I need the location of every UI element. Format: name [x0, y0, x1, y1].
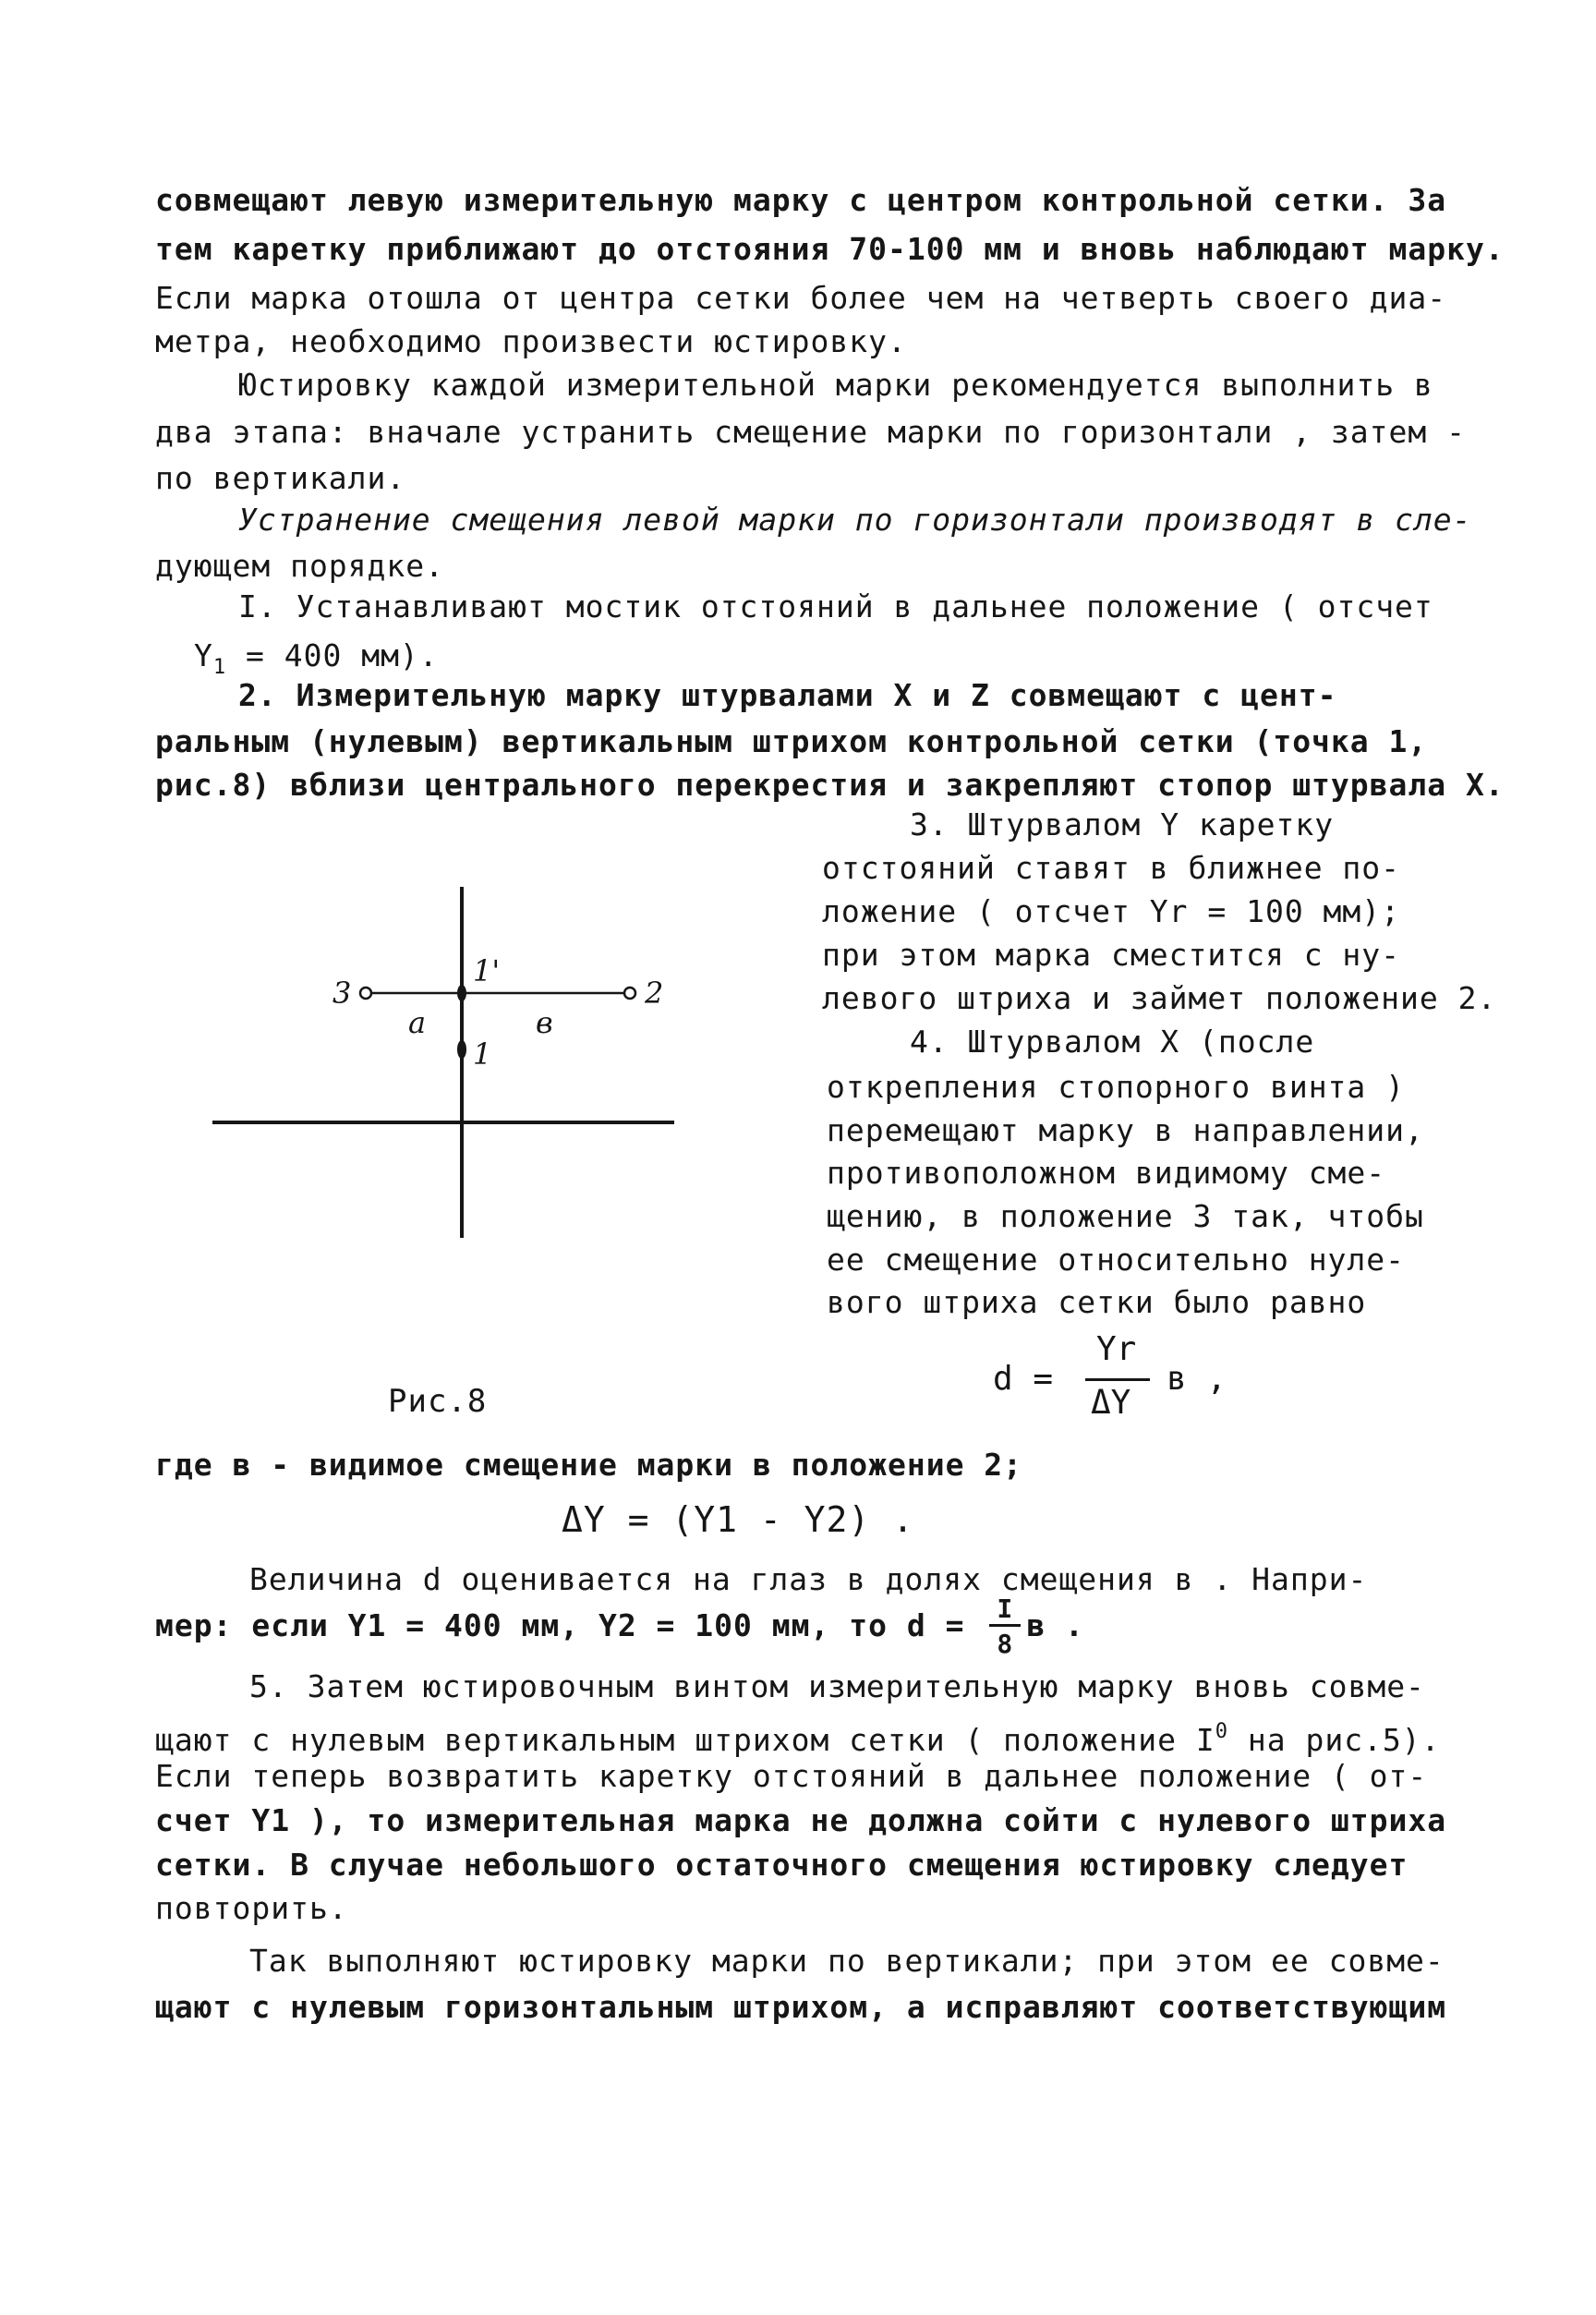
text-line: открепления стопорного винта ): [827, 1069, 1406, 1105]
figure-caption: Рис.8: [388, 1383, 488, 1420]
text-line: Величина d оценивается на глаз в долях смещения в . Напри-: [249, 1561, 1368, 1597]
superscript: 0: [1215, 1720, 1228, 1743]
label-1: 1: [473, 1036, 492, 1072]
label-3: 3: [332, 976, 352, 1011]
point-1-dot: [457, 1040, 466, 1059]
text-span: = 400 мм).: [226, 637, 439, 673]
label-1prime: 1': [473, 953, 501, 988]
text-line: при этом марка сместится с ну-: [822, 937, 1401, 973]
text-line: 3. Штурвалом Y каретку: [910, 806, 1335, 842]
text-line: щают с нулевым горизонтальным штрихом, а исправляют соответствующим: [155, 1989, 1447, 2025]
subscript: 1: [212, 656, 227, 679]
text-line: Так выполняют юстировку марки по вертикали; при этом ее совме-: [249, 1943, 1445, 1979]
text-line: счет Y1 ), то измерительная марка не должна сойти с нулевого штриха: [155, 1802, 1447, 1838]
text-line: щению, в положение 3 так, чтобы: [827, 1198, 1424, 1234]
variable: Y: [194, 637, 213, 673]
text-span: в .: [1026, 1607, 1084, 1643]
text-line: два этапа: вначале устранить смещение марки по горизонтали , затем -: [155, 414, 1467, 450]
point-1prime-dot: [457, 985, 466, 1001]
text-line: отстояний ставят в ближнее по-: [822, 850, 1401, 886]
label-b: в: [536, 1005, 553, 1040]
text-line: тем каретку приближают до отстояния 70-100 мм и вновь наблюдают марку.: [155, 231, 1505, 267]
point-2-circle: [624, 988, 635, 999]
label-2: 2: [645, 976, 664, 1011]
point-3-circle: [360, 988, 371, 999]
text-line: 4. Штурвалом X (после: [910, 1024, 1315, 1060]
fraction-numerator: I: [997, 1594, 1014, 1624]
text-line: ложение ( отсчет Yr = 100 мм);: [822, 893, 1401, 929]
text-line: рис.8) вблизи центрального перекрестия и закрепляют стопор штурвала X.: [155, 767, 1505, 803]
text-line: ее смещение относительно нуле-: [827, 1242, 1406, 1278]
text-span: на рис.5).: [1247, 1722, 1441, 1758]
text-line: перемещают марку в направлении,: [827, 1112, 1424, 1148]
fraction-numerator: Yr: [1096, 1330, 1137, 1368]
text-line: Юстировку каждой измерительной марки рекомендуется выполнить в: [238, 367, 1433, 403]
text-line: повторить.: [155, 1890, 348, 1926]
text-line: Если марка отошла от центра сетки более чем на четверть своего диа-: [155, 280, 1447, 316]
fraction-bar: [1085, 1378, 1150, 1381]
formula-lhs: d =: [993, 1360, 1054, 1398]
text-line: вого штриха сетки было равно: [827, 1284, 1367, 1320]
text-line: совмещают левую измерительную марку с центром контрольной сетки. За: [155, 182, 1447, 218]
text-line: [155, 1714, 1441, 1759]
text-line: по вертикали.: [155, 460, 406, 496]
inline-fraction: [989, 1594, 1021, 1659]
figure-8: [203, 868, 720, 1256]
text-line: Устранение смещения левой марки по горизонтали производят в сле-: [238, 502, 1472, 538]
label-a: а: [408, 1005, 427, 1040]
text-line: [155, 1594, 1084, 1659]
text-line: I. Устанавливают мостик отстояний в дальнее положение ( отсчет: [238, 588, 1433, 624]
text-line: ральным (нулевым) вертикальным штрихом контрольной сетки (точка 1,: [155, 723, 1428, 759]
text-span: мер: если Y1 = 400 мм, Y2 = 100 мм, то d =: [155, 1607, 985, 1643]
formula-d: [993, 1330, 1270, 1432]
text-line: 2. Измерительную марку штурвалами X и Z совмещают с цент-: [238, 677, 1337, 713]
text-line: Если теперь возвратить каретку отстояний в дальнее положение ( от-: [155, 1758, 1428, 1794]
formula-rhs: в ,: [1167, 1360, 1227, 1398]
text-line: противоположном видимому сме-: [827, 1155, 1386, 1191]
text-line: где в - видимое смещение марки в положение 2;: [155, 1447, 1023, 1483]
formula-delta-y: ΔY = (Y1 - Y2) .: [562, 1499, 915, 1540]
text-line: метра, необходимо произвести юстировку.: [155, 323, 907, 359]
text-line: дующем порядке.: [155, 548, 445, 584]
text-line: 5. Затем юстировочным винтом измерительную марку вновь совме-: [249, 1668, 1425, 1704]
text-line: левого штриха и займет положение 2.: [822, 980, 1497, 1016]
text-line: сетки. В случае небольшого остаточного смещения юстировку следует: [155, 1847, 1409, 1883]
text-span: щают с нулевым вертикальным штрихом сетки ( положение I: [155, 1722, 1215, 1758]
fraction-denominator: ΔY: [1091, 1384, 1131, 1422]
fraction-denominator: 8: [997, 1629, 1014, 1659]
